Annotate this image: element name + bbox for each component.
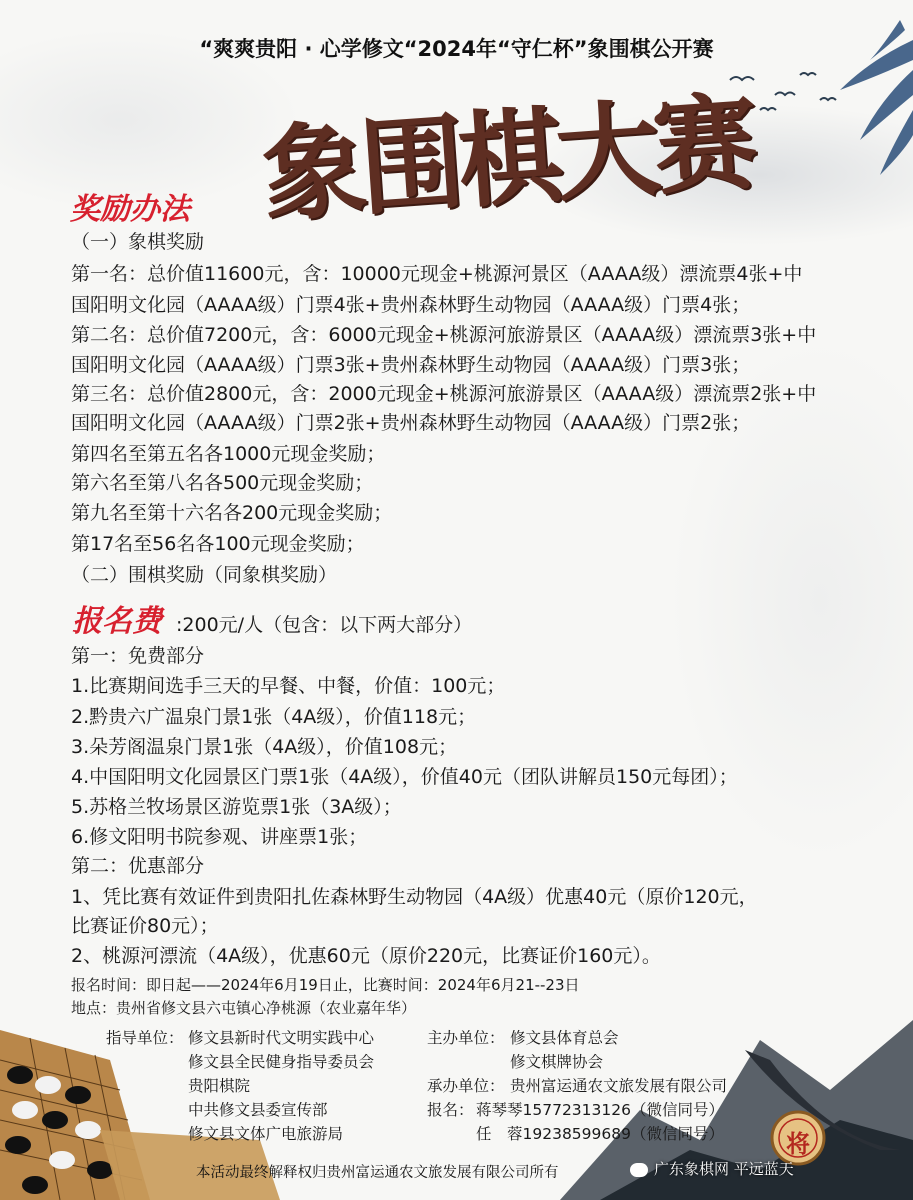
host-unit: 修文县体育总会 [510, 1029, 619, 1047]
host-unit: 修文棋牌协会 [510, 1053, 604, 1071]
guide-unit: 修文县文体广电旅游局 [188, 1125, 344, 1143]
watermark [630, 1158, 794, 1179]
reward-line: 第九名至第十六名各200元现金奖励； [71, 502, 393, 524]
go-reward-subheading: （二）围棋奖励（同象棋奖励） [71, 564, 338, 586]
time-info: 报名时间：即日起——2024年6月19日止，比赛时间：2024年6月21--23日 [71, 976, 580, 994]
reward-line: 第四名至第五名各1000元现金奖励； [71, 443, 386, 465]
free-item: 5.苏格兰牧场景区游览票1张（3A级）； [71, 796, 402, 818]
event-subtitle: “爽爽贵阳 · 心学修文“2024年“守仁杯”象围棋公开赛 [199, 37, 714, 61]
free-part-heading: 第一：免费部分 [71, 645, 205, 667]
guide-unit: 修文县新时代文明实践中心 [188, 1029, 375, 1047]
reward-line: 国阳明文化园（AAAA级）门票4张+贵州森林野生动物园（AAAA级）门票4张； [71, 294, 751, 316]
fee-heading: 报名费 [72, 604, 162, 639]
fee-amount: :200元/人（包含：以下两大部分） [176, 614, 473, 636]
wechat-icon [630, 1163, 648, 1177]
signup-contact: 蒋琴琴15772313126（微信同号） [476, 1101, 724, 1119]
guide-unit: 修文县全民健身指导委员会 [188, 1053, 375, 1071]
reward-line: 第一名：总价值11600元，含：10000元现金+桃源河景区（AAAA级）漂流票4张+中 [71, 263, 803, 285]
reward-line: 第二名：总价值7200元，含：6000元现金+桃源河旅游景区（AAAA级）漂流票3张+中 [71, 324, 817, 346]
free-item: 1.比赛期间选手三天的早餐、中餐，价值：100元； [71, 675, 506, 697]
guide-unit-label: 指导单位： [106, 1029, 184, 1047]
host-unit-label: 主办单位： [427, 1029, 505, 1047]
free-item: 6.修文阳明书院参观、讲座票1张； [71, 826, 368, 848]
signup-contact: 任 蓉19238599689（微信同号） [476, 1125, 724, 1143]
guide-unit: 贵阳棋院 [188, 1077, 251, 1095]
free-item: 2.黔贵六广温泉门景1张（4A级），价值118元； [71, 706, 477, 728]
rights-statement: 本活动最终解释权归贵州富运通农文旅发展有限公司所有 [196, 1165, 559, 1181]
discount-item: 比赛证价80元）； [71, 915, 219, 937]
discount-part-heading: 第二：优惠部分 [71, 855, 205, 877]
organizer-unit-label: 承办单位： [427, 1077, 505, 1095]
free-item: 3.朵芳阁温泉门景1张（4A级），价值108元； [71, 736, 458, 758]
discount-item: 2、桃源河漂流（4A级），优惠60元（原价220元，比赛证价160元）。 [71, 945, 661, 967]
reward-line: 国阳明文化园（AAAA级）门票3张+贵州森林野生动物园（AAAA级）门票3张； [71, 354, 751, 376]
reward-line: 国阳明文化园（AAAA级）门票2张+贵州森林野生动物园（AAAA级）门票2张； [71, 412, 751, 434]
reward-heading: 奖励办法 [70, 192, 190, 227]
organizer-unit: 贵州富运通农文旅发展有限公司 [510, 1077, 728, 1095]
free-item: 4.中国阳明文化园景区门票1张（4A级），价值40元（团队讲解员150元每团）； [71, 766, 738, 788]
place-info: 地点：贵州省修文县六屯镇心净桃源（农业嘉年华） [71, 999, 417, 1017]
watermark-text: 广东象棋网 平远蓝天 [654, 1160, 794, 1178]
guide-unit: 中共修文县委宣传部 [188, 1101, 328, 1119]
chess-piece-char: 将 [786, 1129, 810, 1158]
discount-item: 1、凭比赛有效证件到贵阳扎佐森林野生动物园（4A级）优惠40元（原价120元， [71, 886, 758, 908]
reward-line: 第六名至第八名各500元现金奖励； [71, 472, 374, 494]
chess-reward-subheading: （一）象棋奖励 [71, 231, 205, 253]
reward-line: 第17名至56名各100元现金奖励； [71, 533, 365, 555]
reward-line: 第三名：总价值2800元，含：2000元现金+桃源河旅游景区（AAAA级）漂流票2张+中 [71, 383, 817, 405]
calligraphy-title: 象围棋大赛 [258, 79, 756, 237]
signup-label: 报名： [427, 1101, 474, 1119]
